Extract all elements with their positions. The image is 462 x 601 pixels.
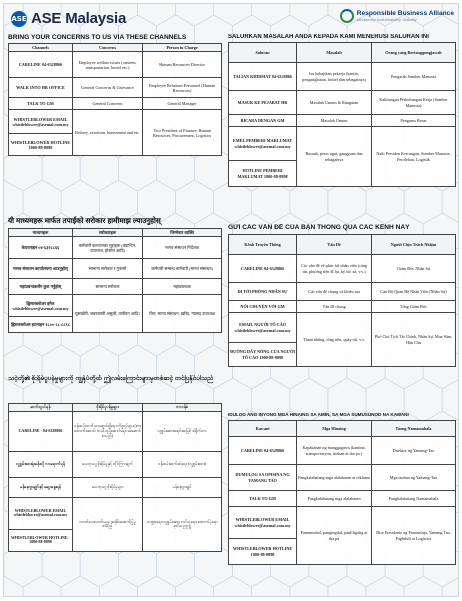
section-title: IDULOG ANG INYONG MGA HINAING SA AMIN, SA MGA SUMUSUNOD NA KAWANI [228, 412, 409, 417]
person-cell: Tổng Giám Đốc [372, 301, 456, 313]
channel-cell: ह्विसलब्लोअर इमेल whistleblower@asemal.com.my [9, 295, 73, 317]
rba-logo-icon [340, 9, 354, 23]
channel-cell: WALK INTO HR OFFICE [9, 78, 73, 98]
channel-cell: ह्विसलब्लोअर हटलाइन १८००-८८-८८९८ [9, 317, 73, 333]
person-cell: Direktor ng Yamang-Tao [372, 437, 456, 465]
concern-cell: ယေဘုယျ စိုးရိမ်မှုများ [72, 477, 142, 497]
person-cell: လူ့စွမ်းအားအရင်းအမြစ် ဒါရိုက်တာ [143, 411, 222, 451]
channel-cell: MASUK KE PEJABAT HR [229, 91, 297, 115]
concern-cell: Kapakanan ng manggagawa (kantina, transportasyon, tirahan at iba pa.) [297, 437, 372, 465]
channels-table [228, 234, 456, 367]
channel-cell: EMAIL NGƯỜI TỐ CÁO whistleblower@asemal.com.my [229, 313, 297, 343]
person-cell: मानव संसाधन निर्देशक [143, 237, 222, 259]
column-header: Masalah [297, 43, 372, 63]
person-cell: မန်နေဂျာချုပ် [143, 477, 222, 497]
person-cell: Mga tauhan ng Yamang-Tao [372, 465, 456, 491]
column-header: Mga Hinaing [297, 421, 372, 437]
concern-cell: Vấn đề chung [297, 301, 372, 313]
section-myanmar [8, 375, 222, 552]
person-cell: General Manager [143, 98, 222, 110]
channel-cell: CARELINE 04-6328866 [9, 52, 73, 78]
person-cell: वित्त, मानव संसाधन, खरिद, र्‍यासद उपाध्यक्ष [143, 295, 222, 333]
person-cell: Vice President of Finance, Human Resources, Procurement, Logistics [143, 110, 222, 156]
section-title: GỬI CÁC VẤN ĐỀ CỦA BẠN THÔNG QUA CÁC KÊNH NÀY [228, 224, 410, 231]
column-header: စိုးရိမ်ပူပန်မှုများ [72, 404, 142, 412]
section-malay [228, 34, 456, 187]
channel-cell: NÓI CHUYỆN VỚI GM [229, 301, 297, 313]
channel-cell: TALK TO GM [229, 491, 297, 507]
section-english [8, 34, 222, 156]
channel-cell: WHISTLEBLOWER EMAIL whistleblower@asemal.com.my [229, 507, 297, 539]
concern-cell: Isu kebajikan pekerja (kantin, pengangkutan, hostel dan sebagainya) [297, 63, 372, 91]
person-cell: कर्मचारी सम्बन्ध कर्मचारी (मानव संसाधन) [143, 259, 222, 279]
channels-table [8, 403, 222, 552]
person-cell: ဝန်ထမ်းဆက်ဆံရေး (လူ့စွမ်းအား) [143, 451, 222, 477]
column-header: सरोकारहरू [72, 229, 142, 237]
channel-cell: BICARA DENGAN GM [229, 115, 297, 127]
ase-logo [11, 10, 126, 27]
partner-name: Responsible Business Alliance [356, 9, 454, 17]
channel-cell: ĐƯỜNG DÂY NÓNG CỦA NGƯỜI TỐ CÁO 1800-88-8898 [229, 343, 297, 367]
concern-cell: ဝန်ထမ်းသက်သာချောင်ချိရေး ကိစ္စရပ်များ (စားသောက်ဆောင်၊ သယ်ယူပို့ဆောင်ရေး၊ အဆောင် စသည်) [72, 411, 142, 451]
channels-table [8, 43, 222, 156]
concern-cell: सामान्य सरोकार [72, 279, 142, 295]
section-title: यी माध्यमहरू मार्फत तपाईंको सरोकार हामीमाझ ल्याउनुहोस् [8, 216, 161, 225]
column-header: Kênh Truyền Thông [229, 235, 297, 255]
partner-tagline: Advancing Sustainability Globally [356, 17, 417, 22]
concern-cell: Tham nhũng, tống tiền, quấy rối, v.v. [297, 313, 372, 367]
concern-cell: Các vấn đề chung và khiếu nại [297, 283, 372, 301]
section-vietnamese [228, 224, 456, 367]
person-cell: Cán Bộ Quan Hệ Nhân Viên (Nhân Sự) [372, 283, 456, 301]
channel-cell: केयरलाइन ०४-६३२८८६६ [9, 237, 73, 259]
person-cell: Phó Chủ Tịch Tài Chính, Nhân Sự, Mua Sắm, Hậu Cần [372, 313, 456, 367]
company-name: ASE Malaysia [31, 10, 127, 27]
concern-cell: Rasuah, peras ugut, gangguan dan sebagainya [297, 127, 372, 187]
channel-cell: လူ့စွမ်းအားရုံးခန်းသို့ လာရောက်ရန် [9, 451, 73, 477]
concern-cell: Pamumuhol, pangingikil, panliligalig at iba pa [297, 507, 372, 565]
channel-cell: WHISTLEBLOWER EMAIL whistleblower@asemal.com.my [9, 110, 73, 134]
section-title: BRING YOUR CONCERNS TO US VIA THESE CHANNELS [8, 34, 187, 41]
channel-cell: WHISTLEBLOWER EMAIL whistleblower@asemal.com.my [9, 497, 73, 529]
column-header: တာဝန်ခံ [143, 404, 222, 412]
channel-cell: TALK TO GM [9, 98, 73, 110]
concern-cell: Pangkalahatang mga alalahanin [297, 491, 372, 507]
column-header: ဆက်သွယ်ရန် [9, 404, 73, 412]
channels-table [228, 420, 456, 565]
person-cell: Giám Đốc Nhân Sự [372, 255, 456, 283]
concern-cell: ယေဘုယျ စိုးရိမ်မှုနှင့် တိုင်ကြားချက် [72, 451, 142, 477]
person-cell: Kakitangan Perhubungan Kerja (Sumber Manusia) [372, 91, 456, 115]
channel-cell: EMEL PEMBERI MAKLUMAT whistleblower@asemal.com.my [229, 127, 297, 161]
person-cell: Pangkalahatang Namamahala [372, 491, 456, 507]
channel-cell: HOTLINE PEMBERI MAKLUMAT 1800-88-8898 [229, 161, 297, 187]
section-filipino [228, 412, 456, 565]
concern-cell: Các vấn đề về phúc lợi nhân viên (căng tin, phương tiện đi lại, ký túc xá, v.v.) [297, 255, 372, 283]
person-cell: Human Resources Director [143, 52, 222, 78]
concern-cell: Bribery, extortion, harassment and etc. [72, 110, 142, 156]
section-nepali [8, 216, 222, 333]
channels-table [228, 42, 456, 187]
concern-cell: घूसखोरी, जबरजस्ती असुली, उत्पीडन आदि। [72, 295, 142, 333]
concern-cell: Masalah Umum [297, 115, 372, 127]
channel-cell: မန်နေဂျာချုပ်နှင့် ဆွေးနွေးရန် [9, 477, 73, 497]
channels-table [8, 228, 222, 333]
rba-logo [340, 9, 454, 23]
channel-cell: WHISTLEBLOWER HOTLINE 1800-88-8898 [229, 539, 297, 565]
person-cell: Pengarah Sumber Manusia [372, 63, 456, 91]
channel-cell: DUMULOG SA OPISINA NG YAMANG TAO [229, 465, 297, 491]
column-header: Người Chịu Trách Nhiệm [372, 235, 456, 255]
column-header: Concerns [72, 44, 142, 52]
concern-cell: Masalah Umum & Rungutan [297, 91, 372, 115]
channel-cell: CARELINE 04-6328866 [229, 255, 297, 283]
ase-logo-icon: ASE [11, 11, 27, 27]
channel-cell: महाप्रबन्धकसँग कुरा गर्नुहोस् [9, 279, 73, 295]
column-header: Kawani [229, 421, 297, 437]
channel-cell: मानव संसाधन कार्यालयमा आउनुहोस् [9, 259, 73, 279]
concern-cell: कर्मचारी कल्याणका मुद्दाहरू (क्यान्टिन, यातायात, होस्टेल आदि) [72, 237, 142, 259]
concern-cell: Employee welfare issues (canteen, transportation, hostel etc.) [72, 52, 142, 78]
channel-cell: CARELINE - 04-6328866 [9, 411, 73, 451]
column-header: माध्यमहरू [9, 229, 73, 237]
channel-cell: WHISTLEBLOWER HOTLINE - 1800-88-8898 [9, 529, 73, 551]
concern-cell: सामान्य सरोकार र गुनासो [72, 259, 142, 279]
channel-cell: TALIAN KHIDMAT 04-6328866 [229, 63, 297, 91]
person-cell: महाप्रबन्धक [143, 279, 222, 295]
person-cell: Bise Presidente ng Pananalapi, Yamang Tao, Pagbibili at Logistics [372, 507, 456, 565]
header [4, 4, 459, 32]
concern-cell: General Concerns [72, 98, 142, 110]
person-cell: ဘဏ္ဍာရေး၊ လူ့စွမ်းအား၊ ဝယ်ယူရေး၊ ထောက်ပံ့ရေး ဒုတိယဥက္ကဋ္ဌ [143, 497, 222, 551]
person-cell: Naib Presiden Kewangan, Sumber Manusia, Perolehan, Logistik [372, 127, 456, 187]
column-header: Person in Charge [143, 44, 222, 52]
concern-cell: Pangkalahatang mga alalahanin at reklamo [297, 465, 372, 491]
column-header: Vấn Đề [297, 235, 372, 255]
person-cell: Employee Relations Personnel (Human Resources) [143, 78, 222, 98]
column-header: Saluran [229, 43, 297, 63]
channel-cell: CARELINE 04-6328866 [229, 437, 297, 465]
column-header: जिम्मेवार व्यक्ति [143, 229, 222, 237]
person-cell: Pengurus Besar [372, 115, 456, 127]
column-header: Taong Namamahala [372, 421, 456, 437]
section-title: သင့်တို့၏ စိုးရိမ်ပူပန်မှုများကို ကျွန်ုပ်တို့ထံ ဤလမ်းကြောင်းများမှတစ်ဆင့် တင်ပြနိုင်ပါသည် [8, 375, 214, 382]
channel-cell: WHISTLEBLOWER HOTLINE 1800-88-8898 [9, 134, 73, 156]
channel-cell: ĐI TỚI PHÒNG NHÂN SỰ [229, 283, 297, 301]
poster [3, 3, 459, 597]
section-title: SALURKAN MASALAH ANDA KEPADA KAMI MENERUSI SALURAN INI [228, 34, 429, 40]
column-header: Channels [9, 44, 73, 52]
concern-cell: လာဘ်ပေးလာဘ်ယူမှု၊ အနိုင်အထက်ပြုမှု စသည် [72, 497, 142, 551]
concern-cell: General Concerns & Grievance [72, 78, 142, 98]
column-header: Orang yang Bertanggungjawab [372, 43, 456, 63]
